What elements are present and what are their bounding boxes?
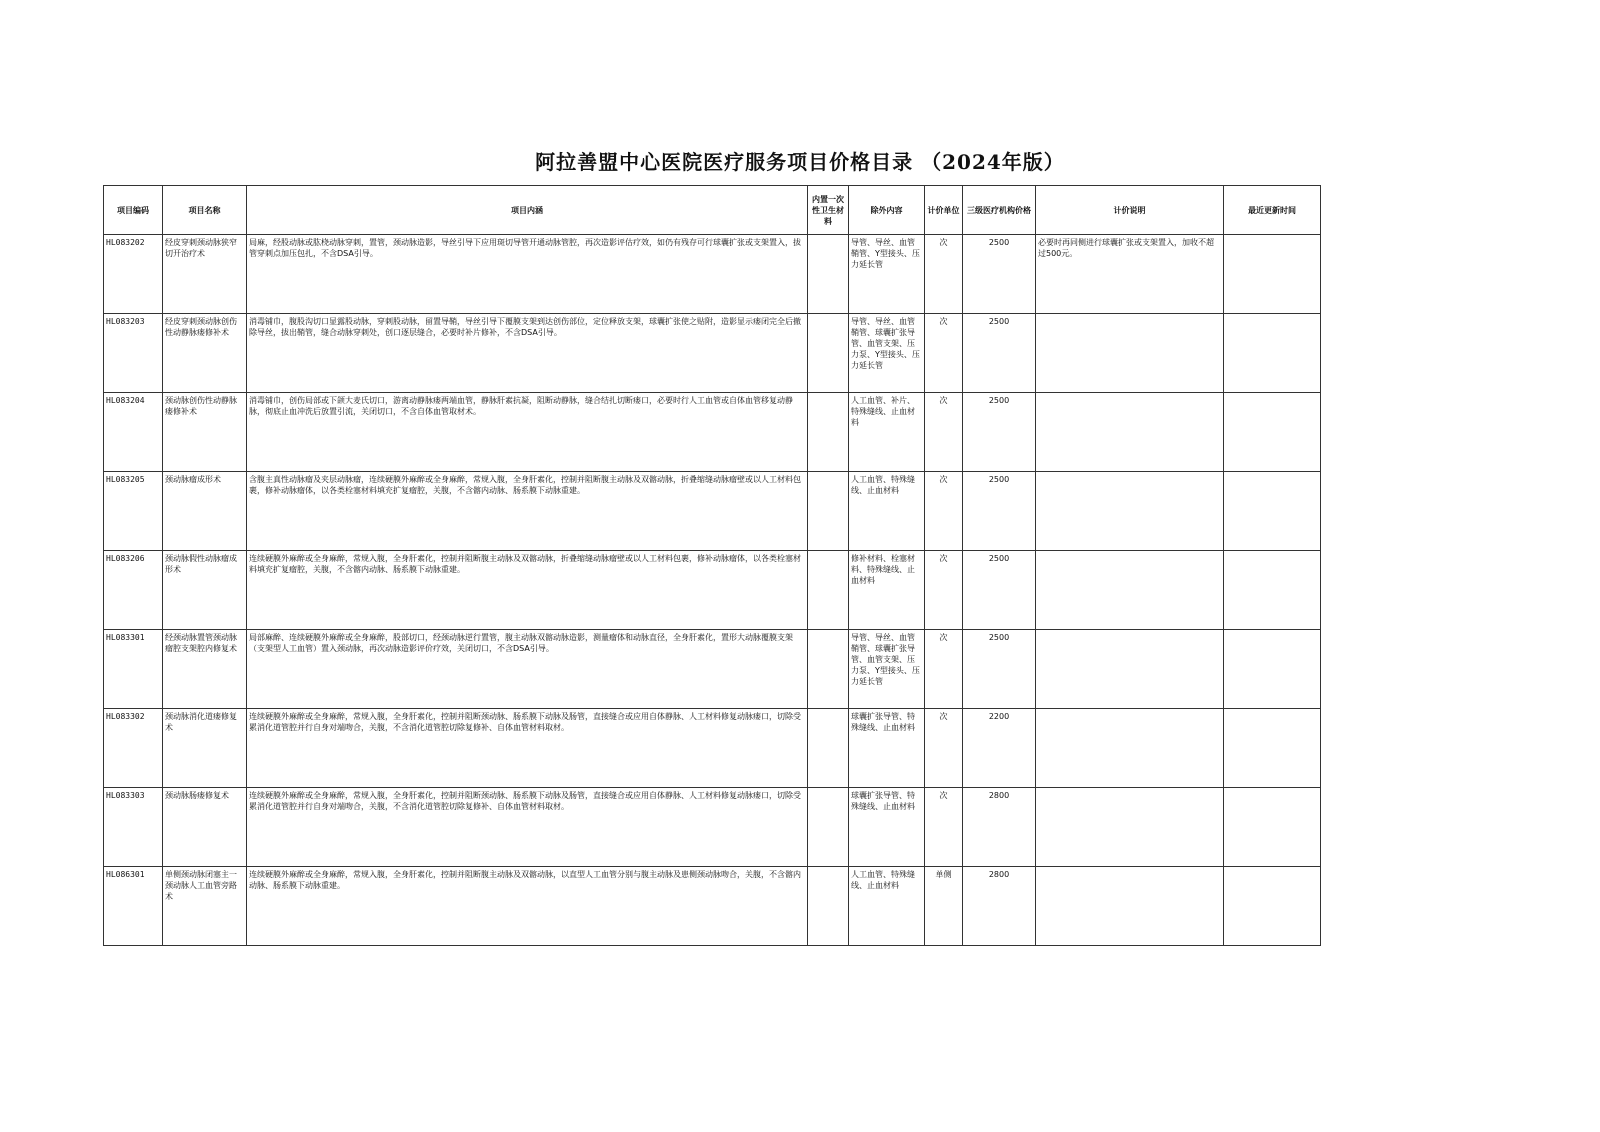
cell-content: 连续硬膜外麻醉或全身麻醉，常规入腹，全身肝素化，控制并阻断颈动脉、肠系膜下动脉及肠管，直接缝合或应用自体静脉、人工材料修复动脉瘘口，切除受累消化道管腔并行自身对端吻合，关腹，不含消化道管腔切除复修补、自体血管材料取材。 [247,788,808,867]
cell-unit: 次 [925,630,963,709]
cell-exclude: 导管、导丝、血管鞘管、球囊扩张导管、血管支架、压力泵、Y型接头、压力延长管 [849,314,925,393]
cell-code: HL083203 [104,314,163,393]
page-title: 阿拉善盟中心医院医疗服务项目价格目录 （2024年版） [535,150,1065,174]
cell-code: HL083204 [104,393,163,472]
cell-price: 2500 [963,314,1036,393]
cell-price: 2500 [963,551,1036,630]
table-row [104,788,1321,867]
cell-note [1036,393,1224,472]
cell-exclude: 球囊扩张导管、特殊缝线、止血材料 [849,709,925,788]
cell-content: 局麻，经股动脉或肱桡动脉穿刺，置管，颈动脉造影，导丝引导下应用斑切导管开通动脉管腔，再次造影评估疗效，如仍有残存可行球囊扩张或支架置入，拔管穿刺点加压包扎，不含DSA引导。 [247,235,808,314]
cell-exclude: 修补材料、栓塞材料、特殊缝线、止血材料 [849,551,925,630]
table-row [104,551,1321,630]
cell-updated [1224,472,1321,551]
price-table [103,185,1321,946]
header-name: 项目名称 [163,186,247,235]
header-unit: 计价单位 [925,186,963,235]
cell-updated [1224,235,1321,314]
cell-exclude: 导管、导丝、血管鞘管、Y型接头、压力延长管 [849,235,925,314]
cell-name: 颈动脉假性动脉瘤成形术 [163,551,247,630]
cell-exclude: 球囊扩张导管、特殊缝线、止血材料 [849,788,925,867]
cell-exclude: 人工血管、特殊缝线、止血材料 [849,867,925,946]
cell-unit: 次 [925,788,963,867]
cell-material [808,393,849,472]
cell-code: HL083301 [104,630,163,709]
table-row [104,472,1321,551]
cell-note [1036,472,1224,551]
header-material: 内置一次性卫生材料 [808,186,849,235]
cell-name: 颈动脉瘤成形术 [163,472,247,551]
table-row [104,314,1321,393]
cell-material [808,314,849,393]
cell-price: 2200 [963,709,1036,788]
cell-note [1036,788,1224,867]
cell-updated [1224,867,1321,946]
cell-content: 含腹主真性动脉瘤及夹层动脉瘤，连续硬膜外麻醉或全身麻醉，常规入腹，全身肝素化，控制并阻断腹主动脉及双髂动脉，折叠缩缝动脉瘤壁或以人工材料包裹，修补动脉瘤体，以各类栓塞材料填充扩复瘤腔，关腹，不含髂内动脉、肠系膜下动脉重建。 [247,472,808,551]
cell-exclude: 人工血管、补片、特殊缝线、止血材料 [849,393,925,472]
cell-name: 经皮穿刺颈动脉狭窄切开治疗术 [163,235,247,314]
header-content: 项目内涵 [247,186,808,235]
cell-note: 必要时再同侧进行球囊扩张或支架置入，加收不超过500元。 [1036,235,1224,314]
header-exclude: 除外内容 [849,186,925,235]
cell-material [808,709,849,788]
cell-updated [1224,393,1321,472]
cell-price: 2800 [963,788,1036,867]
cell-name: 单侧颈动脉闭塞主一颈动脉人工血管旁路术 [163,867,247,946]
cell-price: 2500 [963,393,1036,472]
cell-material [808,788,849,867]
cell-exclude: 人工血管、特殊缝线、止血材料 [849,472,925,551]
cell-material [808,551,849,630]
cell-material [808,235,849,314]
cell-updated [1224,788,1321,867]
table-row [104,709,1321,788]
cell-content: 消毒铺巾，腹股沟切口显露股动脉，穿刺股动脉，留置导鞘，导丝引导下覆膜支架到达创伤部位，定位释放支架，球囊扩张使之贴附，造影显示瘘闭完全后撤除导丝，拔出鞘管，缝合动脉穿刺处，创口逐层缝合，必要时补片修补，不含DSA引导。 [247,314,808,393]
cell-code: HL083206 [104,551,163,630]
cell-name: 经颈动脉置管颈动脉瘤腔支架腔内修复术 [163,630,247,709]
cell-unit: 次 [925,551,963,630]
cell-note [1036,709,1224,788]
cell-code: HL083303 [104,788,163,867]
cell-content: 连续硬膜外麻醉或全身麻醉，常规入腹，全身肝素化，控制并阻断腹主动脉及双髂动脉，以直型人工血管分别与腹主动脉及患侧颈动脉吻合，关腹，不含髂内动脉、肠系膜下动脉重建。 [247,867,808,946]
cell-code: HL083202 [104,235,163,314]
table-row [104,630,1321,709]
header-code: 项目编码 [104,186,163,235]
cell-unit: 次 [925,393,963,472]
cell-updated [1224,551,1321,630]
cell-material [808,867,849,946]
cell-price: 2500 [963,472,1036,551]
cell-unit: 次 [925,472,963,551]
cell-updated [1224,709,1321,788]
header-price: 三级医疗机构价格 [963,186,1036,235]
table-row [104,235,1321,314]
cell-name: 颈动脉消化道瘘修复术 [163,709,247,788]
header-updated: 最近更新时间 [1224,186,1321,235]
cell-note [1036,867,1224,946]
cell-content: 消毒铺巾，创伤局部或下颌大麦氏切口，游离动静脉瘘两端血管，静脉肝素抗凝，阻断动静脉，缝合结扎切断瘘口，必要时行人工血管或自体血管移复动静脉，彻底止血冲洗后放置引流，关闭切口，不含自体血管取材术。 [247,393,808,472]
cell-price: 2500 [963,235,1036,314]
table-row [104,393,1321,472]
cell-code: HL083302 [104,709,163,788]
cell-unit: 次 [925,314,963,393]
cell-updated [1224,314,1321,393]
cell-note [1036,314,1224,393]
cell-exclude: 导管、导丝、血管鞘管、球囊扩张导管、血管支架、压力泵、Y型接头、压力延长管 [849,630,925,709]
cell-unit: 单侧 [925,867,963,946]
table-header-row [104,186,1321,235]
cell-unit: 次 [925,709,963,788]
cell-updated [1224,630,1321,709]
cell-name: 颈动脉创伤性动静脉瘘修补术 [163,393,247,472]
cell-code: HL086301 [104,867,163,946]
table-row [104,867,1321,946]
cell-price: 2800 [963,867,1036,946]
cell-material [808,472,849,551]
cell-note [1036,630,1224,709]
cell-note [1036,551,1224,630]
cell-content: 连续硬膜外麻醉或全身麻醉，常规入腹，全身肝素化，控制并阻断腹主动脉及双髂动脉，折叠缩缝动脉瘤壁或以人工材料包裹，修补动脉瘤体，以各类栓塞材料填充扩复瘤腔，关腹，不含髂内动脉、肠系膜下动脉重建。 [247,551,808,630]
cell-content: 局部麻醉、连续硬膜外麻醉或全身麻醉，股部切口，经颈动脉逆行置管，腹主动脉双髂动脉造影，测量瘤体和动脉直径，全身肝素化，置形大动脉覆膜支架（支架型人工血管）置入颈动脉，再次动脉造影评价疗效，关闭切口，不含DSA引导。 [247,630,808,709]
cell-price: 2500 [963,630,1036,709]
header-note: 计价说明 [1036,186,1224,235]
cell-content: 连续硬膜外麻醉或全身麻醉，常规入腹，全身肝素化，控制并阻断颈动脉、肠系膜下动脉及肠管，直接缝合或应用自体静脉、人工材料修复动脉瘘口，切除受累消化道管腔并行自身对端吻合，关腹，不含消化道管腔切除复修补、自体血管材料取材。 [247,709,808,788]
cell-name: 颈动脉肠瘘修复术 [163,788,247,867]
cell-unit: 次 [925,235,963,314]
cell-code: HL083205 [104,472,163,551]
cell-material [808,630,849,709]
cell-name: 经皮穿刺颈动脉创伤性动静脉瘘修补术 [163,314,247,393]
